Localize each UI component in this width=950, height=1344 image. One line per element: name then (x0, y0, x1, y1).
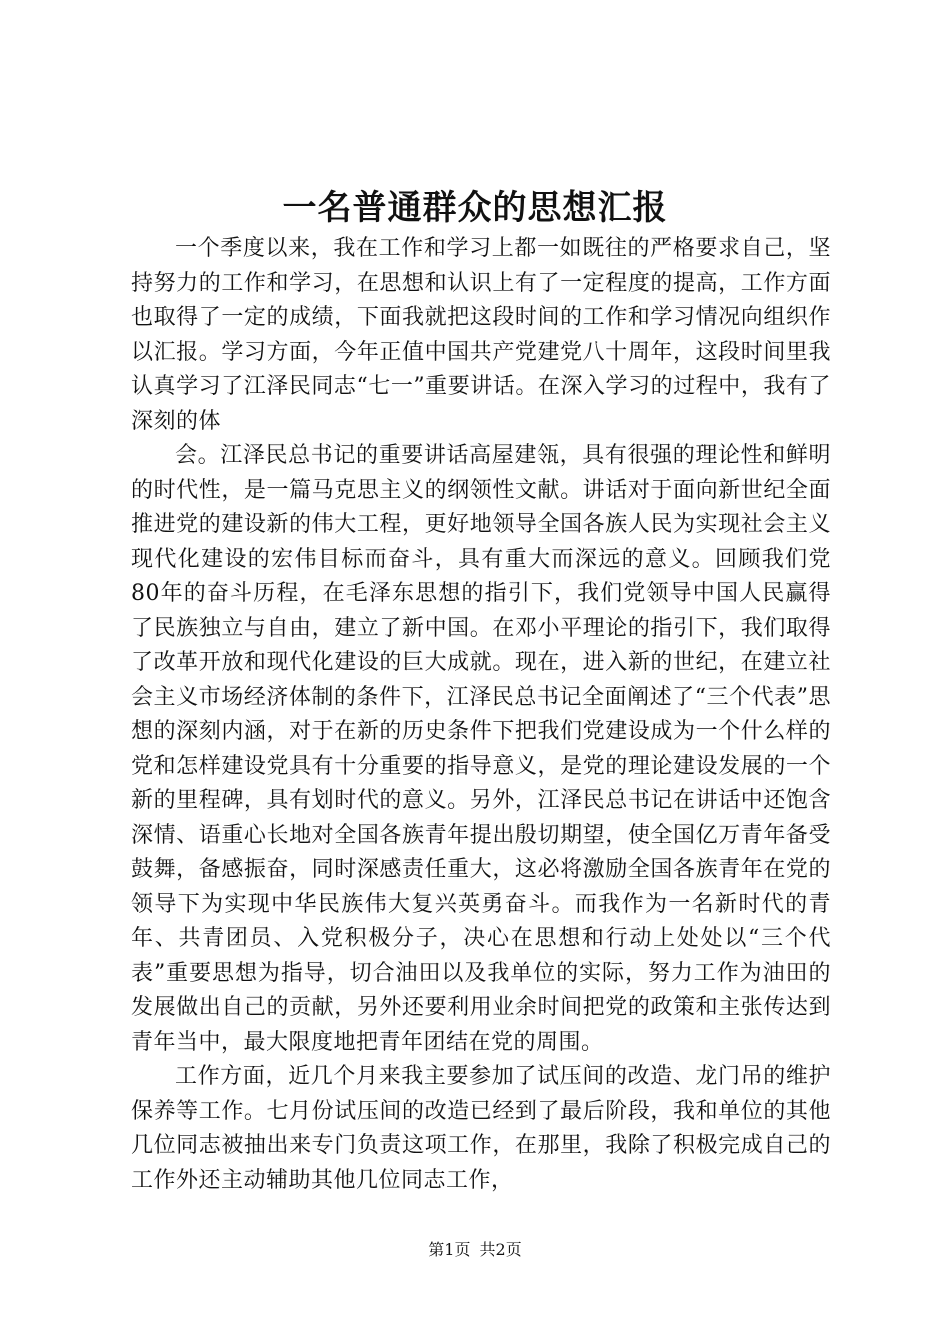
paragraph-3: 工作方面，近几个月来我主要参加了试压间的改造、龙门吊的维护保养等工作。七月份试压间的改造已经到了最后阶段，我和单位的其他几位同志被抽出来专门负责这项工作，在那里，我除了积极完成自己的工作外还主动辅助其他几位同志工作， (131, 1064, 831, 1193)
page-number-current: 第1页 (428, 1240, 471, 1259)
document-title: 一名普通群众的思想汇报 (282, 188, 668, 228)
paragraph-1: 一个季度以来，我在工作和学习上都一如既往的严格要求自己，坚持努力的工作和学习，在思想和认识上有了一定程度的提高，工作方面也取得了一定的成绩，下面我就把这段时间的工作和学习情况向组织作以汇报。学习方面，今年正值中国共产党建党八十周年，这段时间里我认真学习了江泽民同志“七一”重要讲话。在深入学习的过程中，我有了深刻的体 (131, 236, 831, 434)
paragraph-2: 会。江泽民总书记的重要讲话高屋建瓴，具有很强的理论性和鲜明的时代性，是一篇马克思主义的纲领性文献。讲话对于面向新世纪全面推进党的建设新的伟大工程，更好地领导全国各族人民为实现社会主义现代化建设的宏伟目标而奋斗，具有重大而深远的意义。回顾我们党80年的奋斗历程，在毛泽东思想的指引下，我们党领导中国人民赢得了民族独立与自由，建立了新中国。在邓小平理论的指引下，我们取得了改革开放和现代化建设的巨大成就。现在，进入新的世纪，在建立社会主义市场经济体制的条件下，江泽民总书记全面阐述了“三个代表”思想的深刻内涵，对于在新的历史条件下把我们党建设成为一个什么样的党和怎样建设党具有十分重要的指导意义，是党的理论建设发展的一个新的里程碑，具有划时代的意义。另外，江泽民总书记在讲话中还饱含深情、语重心长地对全国各族青年提出殷切期望，使全国亿万青年备受鼓舞，备感振奋，同时深感责任重大，这必将激励全国各族青年在党的领导下为实现中华民族伟大复兴英勇奋斗。而我作为一名新时代的青年、共青团员、入党积极分子，决心在思想和行动上处处以“三个代表”重要思想为指导，切合油田以及我单位的实际，努力工作为油田的发展做出自己的贡献，另外还要利用业余时间把党的政策和主张传达到青年当中，最大限度地把青年团结在党的周围。 (131, 443, 831, 1055)
page-footer (0, 1238, 950, 1262)
page-number-total: 共2页 (479, 1240, 522, 1259)
document-body (131, 232, 831, 1198)
